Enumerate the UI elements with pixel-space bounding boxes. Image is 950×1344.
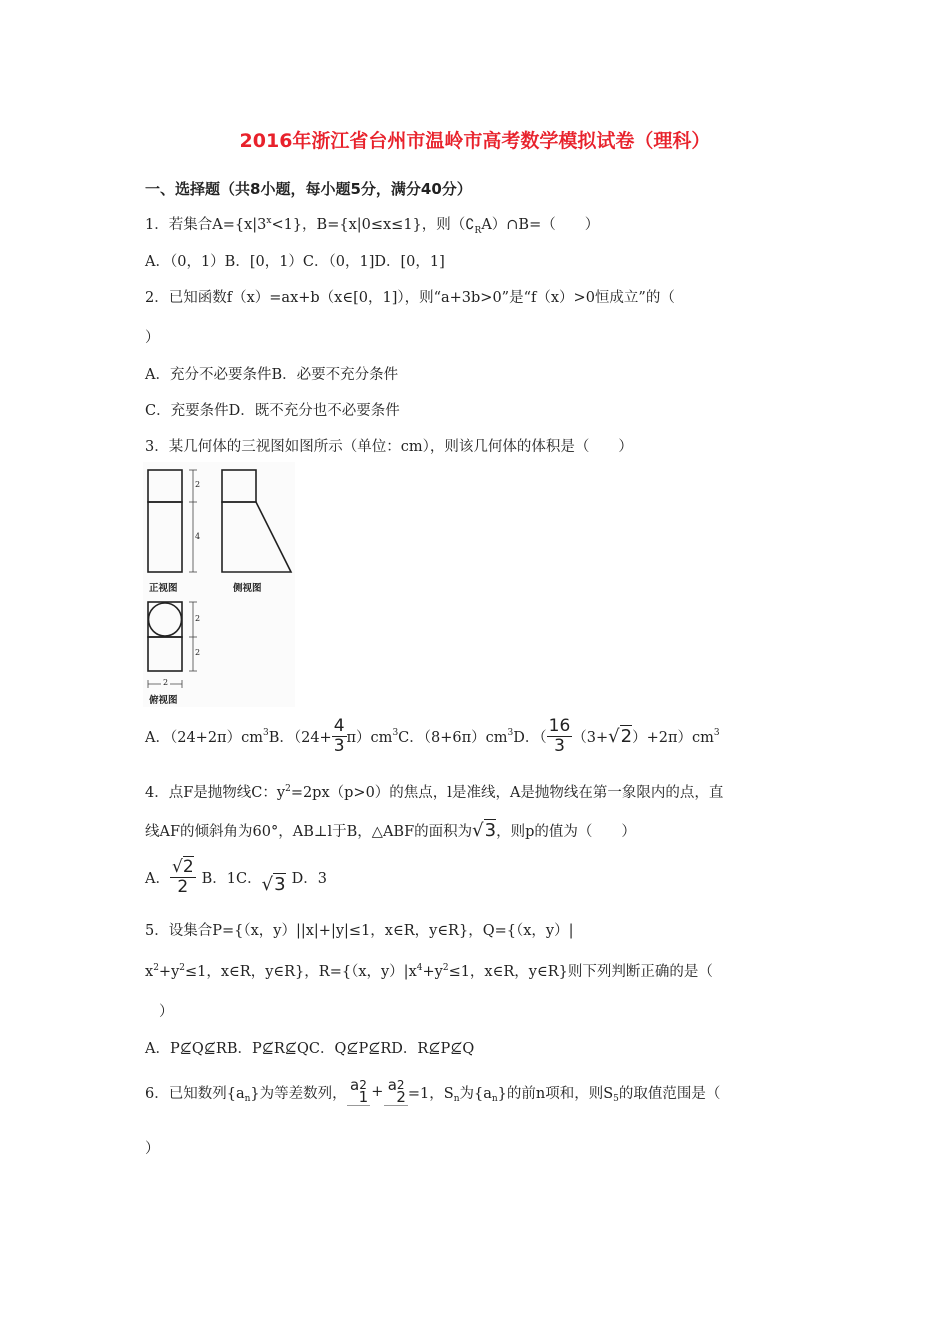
q5-text: ≤1，x∈R，y∈R}，R={（x，y）|x	[185, 964, 417, 980]
q3-option-c-sup: 3	[507, 728, 514, 738]
q1-sub: R	[474, 225, 482, 236]
q2-line2: ）	[145, 330, 160, 346]
q4-line2-a: 线AF的倾斜角为60°，AB⊥l于B，△ABF的面积为	[145, 824, 473, 840]
q3-options	[145, 716, 720, 756]
q4-sup: 2	[285, 784, 291, 795]
term-base: a	[387, 1076, 397, 1094]
term-sup: 2	[396, 1078, 405, 1092]
section-heading: 一、选择题（共8小题，每小题5分，满分40分）	[145, 180, 472, 198]
q5-sup: 2	[153, 963, 159, 974]
q1-sup: x	[266, 216, 272, 227]
q6-sub: n	[244, 1094, 251, 1104]
complement-symbol: ∁	[465, 217, 475, 233]
side-view-label: 侧视图	[233, 583, 262, 594]
q6-text: 的取值范围是（	[618, 1085, 721, 1102]
q3-option-d-mid: （3+	[572, 729, 609, 746]
term-a2-squared	[384, 1078, 408, 1106]
q6-sub: 5	[613, 1094, 619, 1104]
question-3: 3．某几何体的三视图如图所示（单位：cm），则该几何体的体积是（ ）	[145, 439, 633, 455]
sqrt-3: √3	[261, 873, 286, 895]
term-sub: 2	[396, 1088, 406, 1106]
question-2: 2．已知函数f（x）=ax+b（x∈[0，1]），则“a+3b>0”是“f（x）>0恒成立”的（	[145, 290, 675, 306]
radicand: 3	[274, 873, 286, 895]
fraction-denominator: 2	[177, 876, 189, 897]
q4-option-a: A．	[145, 870, 170, 887]
q6-text: 为{a	[459, 1085, 492, 1102]
q5-sup: 2	[179, 963, 185, 974]
page-title: 2016年浙江省台州市温岭市高考数学模拟试卷（理科）	[239, 130, 711, 152]
q3-option-a: A．（24+2π）cm	[145, 729, 263, 746]
q1-options: A．（0，1）B．[0，1）C．（0，1]D．[0，1]	[145, 254, 445, 270]
sqrt-3: √3	[472, 820, 497, 841]
q1-text: 1．若集合A={x|3	[145, 217, 267, 233]
q4-line2-b: ，则p的值为（ ）	[496, 824, 636, 840]
front-view-label: 正视图	[149, 583, 178, 594]
q6-text: }为等差数列，	[250, 1085, 347, 1102]
q6-sub: n	[453, 1094, 460, 1104]
term-base: a	[349, 1076, 360, 1094]
dim-label-2: 2	[195, 614, 201, 623]
q3-option-b: B．（24+	[268, 729, 332, 746]
q4-option-d: D．3	[291, 870, 327, 887]
three-view-figure	[143, 462, 295, 711]
dim-label-2: 2	[195, 648, 201, 657]
term-sub: 1	[358, 1088, 369, 1106]
question-5: 5．设集合P={（x，y）||x|+|y|≤1，x∈R，y∈R}，Q={（x，y）|	[145, 923, 574, 939]
q5-line2	[145, 960, 713, 981]
question-1	[145, 213, 599, 236]
sqrt-2: √2	[608, 725, 633, 747]
question-6	[145, 1072, 720, 1112]
q4-option-bc: B．1C．	[201, 870, 262, 887]
radicand: 3	[484, 820, 497, 841]
q6-text: =1，S	[407, 1085, 454, 1102]
q6-text: 6．已知数列{a	[145, 1085, 245, 1102]
q3-option-d-sup: 3	[713, 728, 720, 738]
q3-option-d: D．（	[513, 729, 547, 746]
fraction-denominator: 3	[554, 735, 565, 756]
question-4	[145, 781, 723, 802]
q2-options-cd: C．充要条件D．既不充分也不必要条件	[145, 403, 400, 419]
plus-sign: +	[371, 1084, 384, 1100]
q1-text2: <1}，B={x|0≤x≤1}，则（	[271, 217, 466, 233]
q6-line2: ）	[145, 1141, 160, 1157]
q6-text: }的前n项和，则S	[497, 1085, 614, 1102]
q6-sub: n	[491, 1094, 498, 1104]
q5-sup: 4	[416, 963, 423, 974]
q4-text-a: 4．点F是抛物线C：y	[145, 785, 286, 801]
fraction-numerator: √2	[171, 856, 194, 877]
q5-options: A．P⊈Q⊈RB．P⊈R⊈QC．Q⊈P⊈RD．R⊈P⊈Q	[145, 1041, 475, 1057]
q5-text: x	[145, 964, 154, 980]
dim-label-2: 2	[163, 678, 169, 687]
q4-options	[145, 852, 327, 902]
term-sup: 2	[359, 1078, 367, 1092]
fraction-4-3	[332, 717, 347, 756]
dim-label-4: 4	[195, 532, 201, 541]
q5-text: +y	[158, 964, 180, 980]
radicand: 2	[620, 725, 633, 747]
q5-line3: ）	[159, 1004, 174, 1020]
q4-text-b: =2px（p>0）的焦点，l是准线，A是抛物线在第一象限内的点，直	[290, 785, 724, 801]
q5-text: +y	[422, 964, 443, 980]
fraction-numerator: 16	[548, 715, 571, 736]
q1-text3: A）∩B=（ ）	[481, 217, 600, 233]
term-a1-squared	[347, 1078, 371, 1106]
dim-label-2: 2	[195, 480, 201, 489]
q5-sup: 2	[442, 963, 449, 974]
fraction-numerator: 4	[333, 715, 345, 736]
q3-option-b-post: π）cm	[346, 729, 393, 746]
fraction-denominator: 3	[333, 735, 345, 756]
q3-option-b-sup: 3	[392, 728, 399, 738]
fraction-16-3	[547, 717, 573, 756]
top-view-label: 俯视图	[149, 695, 178, 706]
q5-text: ≤1，x∈R，y∈R}则下列判断正确的是（	[448, 964, 713, 980]
q3-option-a-sup: 3	[262, 728, 269, 738]
radicand: 2	[182, 856, 194, 877]
q4-line2	[145, 820, 636, 841]
q2-options-ab: A．充分不必要条件B．必要不充分条件	[145, 367, 399, 383]
fraction-sqrt2-over-2	[170, 858, 196, 897]
q3-option-d-post: ）+2π）cm	[632, 729, 714, 746]
q3-option-c: C．（8+6π）cm	[398, 729, 508, 746]
